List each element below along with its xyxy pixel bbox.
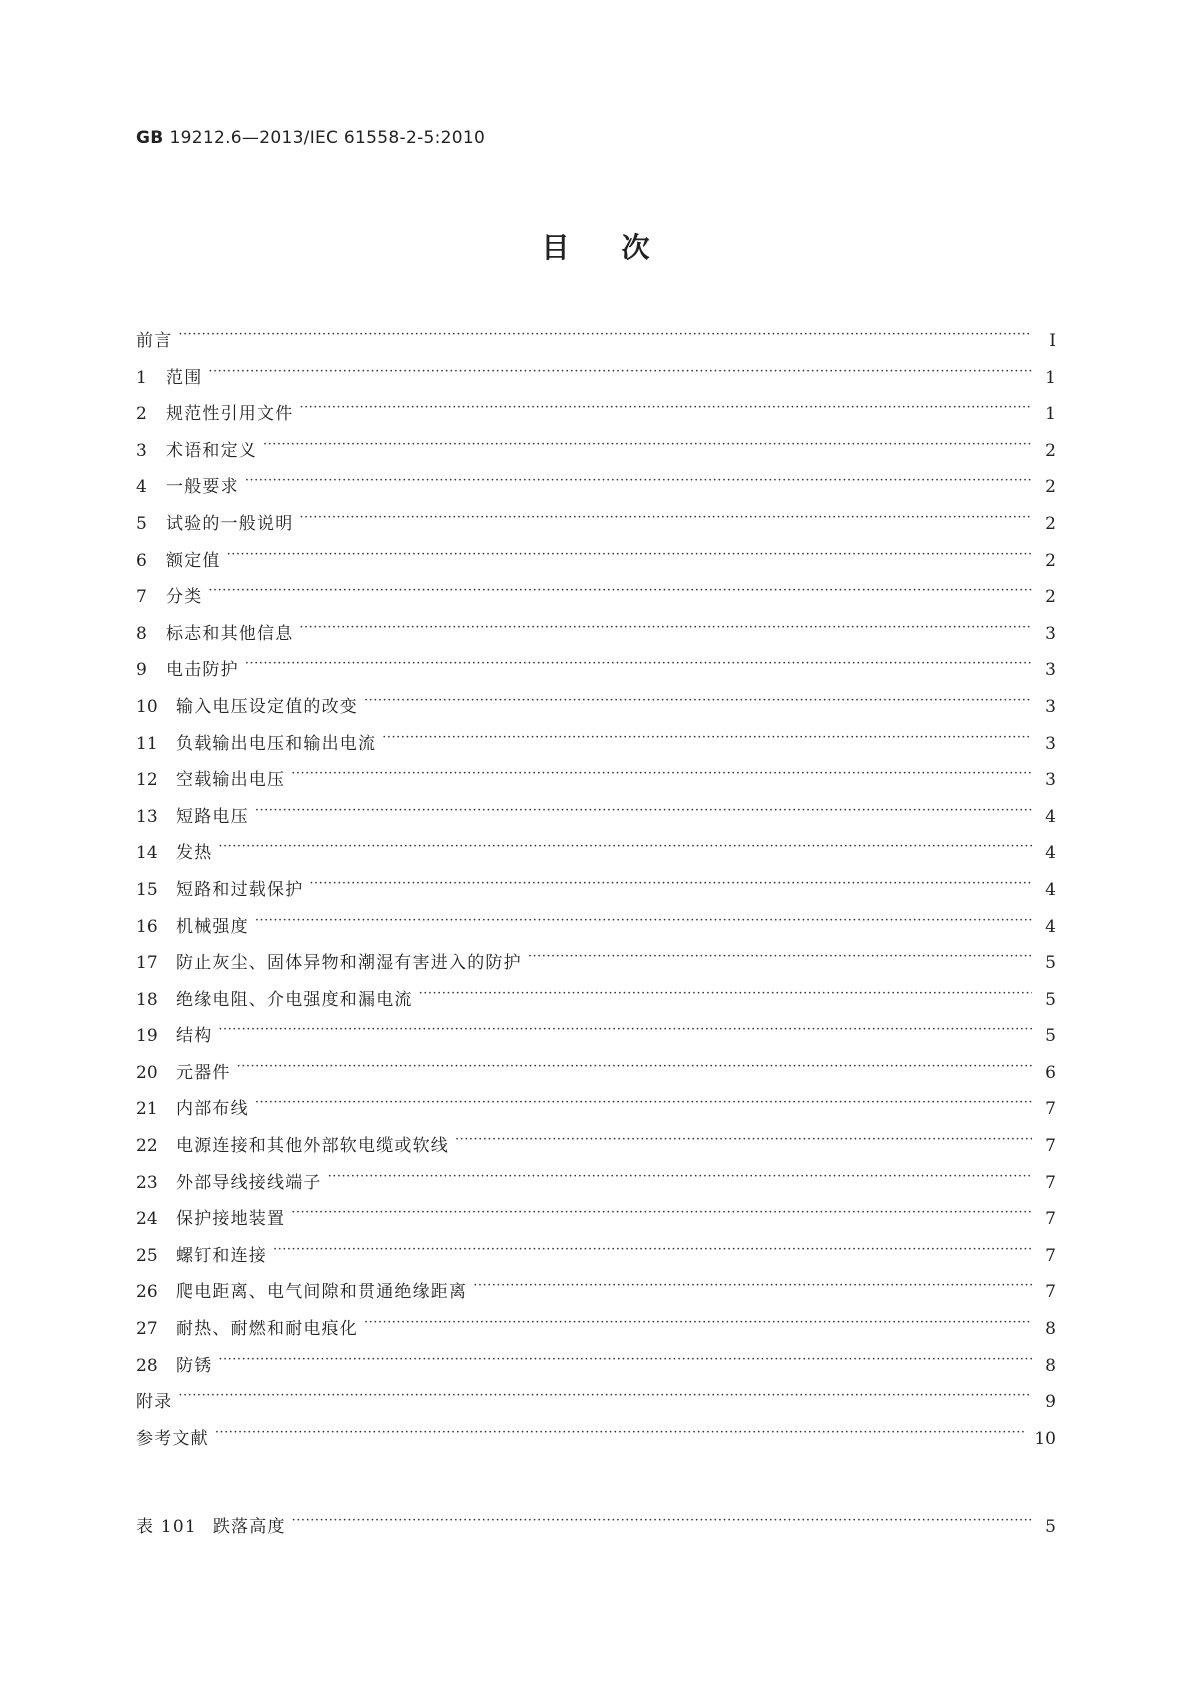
toc-entry-label: 一般要求 (166, 477, 239, 498)
toc-entry-label: 爬电距离、电气间隙和贯通绝缘距离 (176, 1282, 468, 1303)
toc-entry-label: 内部布线 (176, 1099, 249, 1120)
toc-entry[interactable] (136, 1168, 1056, 1205)
toc-entry[interactable] (136, 692, 1056, 729)
toc-entry[interactable] (136, 1204, 1056, 1241)
toc-entry-page: 3 (1045, 623, 1056, 644)
toc-entry-page: 5 (1045, 989, 1056, 1010)
toc-entry-label: 元器件 (176, 1062, 231, 1083)
toc-dot-leader (218, 841, 1032, 858)
toc-entry-page: 4 (1045, 879, 1056, 900)
toc-entry-page: 7 (1045, 1245, 1056, 1266)
toc-entry-page: 8 (1045, 1355, 1056, 1376)
toc-entry-label: 电击防护 (166, 660, 239, 681)
toc-entry[interactable] (136, 509, 1056, 546)
toc-dot-leader (178, 329, 1032, 346)
table-entry-page: 5 (1045, 1517, 1056, 1537)
toc-entry-page: 7 (1045, 1136, 1056, 1157)
page-title (0, 226, 1191, 266)
toc-entry-label: 短路电压 (176, 806, 249, 827)
toc-entry-label: 分类 (166, 587, 203, 608)
toc-dot-leader (364, 695, 1032, 712)
toc-entry-number: 16 (136, 916, 158, 937)
toc-dot-leader (291, 768, 1032, 785)
title-part-2: 次 (621, 231, 650, 264)
toc-dot-leader (215, 1427, 1024, 1444)
toc-entry[interactable] (136, 363, 1056, 400)
toc-entry-number: 11 (136, 733, 158, 754)
toc-entry-page: 3 (1045, 660, 1056, 681)
toc-entry-number: 2 (136, 404, 147, 425)
toc-entry-page: 6 (1045, 1062, 1056, 1083)
toc-dot-leader (255, 1097, 1032, 1114)
toc-dot-leader (328, 1171, 1032, 1188)
toc-entry-label: 电源连接和其他外部软电缆或软线 (176, 1136, 449, 1157)
table-entry[interactable] (136, 1512, 1056, 1549)
table-entry-number: 表 101 (136, 1517, 197, 1537)
toc-entry[interactable] (136, 1351, 1056, 1388)
toc-entry-page: 4 (1045, 843, 1056, 864)
toc-entry-label: 附录 (136, 1392, 173, 1413)
toc-dot-leader (299, 402, 1032, 419)
toc-dot-leader (273, 1244, 1032, 1261)
toc-entry-page: 9 (1045, 1392, 1056, 1413)
toc-entry-label: 试验的一般说明 (166, 513, 294, 534)
toc-entry-label: 结构 (176, 1026, 213, 1047)
toc-entry-number: 19 (136, 1026, 158, 1047)
toc-entry-page: 2 (1045, 550, 1056, 571)
toc-entry-page: 1 (1045, 367, 1056, 388)
toc-entry-number: 13 (136, 806, 158, 827)
toc-entry[interactable] (136, 729, 1056, 766)
toc-dot-leader (263, 439, 1032, 456)
toc-entry-label: 额定值 (166, 550, 221, 571)
toc-entry[interactable] (136, 1277, 1056, 1314)
toc-entry-label: 规范性引用文件 (166, 404, 294, 425)
toc-entry-number: 25 (136, 1245, 158, 1266)
toc-dot-leader (208, 366, 1032, 383)
toc-entry-number: 7 (136, 587, 147, 608)
toc-entry-page: 4 (1045, 916, 1056, 937)
toc-dot-leader (208, 585, 1032, 602)
toc-dot-leader (382, 732, 1032, 749)
toc-entry[interactable] (136, 326, 1056, 363)
toc-entry-label: 标志和其他信息 (166, 623, 294, 644)
toc-dot-leader (245, 475, 1032, 492)
toc-entry-number: 20 (136, 1062, 158, 1083)
toc-entry-number: 3 (136, 440, 147, 461)
toc-entry[interactable] (136, 1021, 1056, 1058)
toc-entry-page: 7 (1045, 1099, 1056, 1120)
toc-entry[interactable] (136, 1241, 1056, 1278)
toc-entry-label: 范围 (166, 367, 203, 388)
standard-prefix: GB (136, 128, 164, 148)
title-part-1: 目 (541, 231, 570, 264)
toc-entry-number: 15 (136, 879, 158, 900)
toc-entry[interactable] (136, 436, 1056, 473)
toc-dot-leader (473, 1280, 1032, 1297)
toc-entry-number: 8 (136, 623, 147, 644)
toc-entry-number: 23 (136, 1172, 158, 1193)
toc-entry-label: 螺钉和连接 (176, 1245, 267, 1266)
toc-dot-leader (299, 622, 1032, 639)
toc-entry-number: 26 (136, 1282, 158, 1303)
toc-entry[interactable] (136, 765, 1056, 802)
toc-entry-page: 7 (1045, 1172, 1056, 1193)
toc-entry-number: 18 (136, 989, 158, 1010)
toc-entry-number: 21 (136, 1099, 158, 1120)
toc-entry-number: 6 (136, 550, 147, 571)
toc-entry-label: 防锈 (176, 1355, 213, 1376)
toc-entry[interactable] (136, 1314, 1056, 1351)
toc-dot-leader (455, 1134, 1032, 1151)
toc-dot-leader (255, 805, 1032, 822)
toc-entry-number: 1 (136, 367, 147, 388)
toc-dot-leader (255, 915, 1032, 932)
toc-entry-page: 7 (1045, 1209, 1056, 1230)
toc-entry-label: 术语和定义 (166, 440, 257, 461)
toc-entry-label: 参考文献 (136, 1428, 209, 1449)
toc-dot-leader (364, 1317, 1032, 1334)
toc-entry-page: Ⅰ (1049, 331, 1056, 351)
toc-entry-number: 22 (136, 1136, 158, 1157)
toc-entry-number: 10 (136, 696, 158, 717)
toc-entry-page: 2 (1045, 440, 1056, 461)
toc-dot-leader (178, 1390, 1032, 1407)
toc-dot-leader (299, 512, 1032, 529)
toc-entry-page: 3 (1045, 733, 1056, 754)
toc-entry-page: 4 (1045, 806, 1056, 827)
toc-dot-leader (237, 1061, 1032, 1078)
toc-entry-label: 保护接地装置 (176, 1209, 286, 1230)
toc-entry-page: 10 (1034, 1428, 1056, 1449)
toc-entry-number: 9 (136, 660, 147, 681)
toc-dot-leader (218, 1024, 1032, 1041)
toc-entry[interactable] (136, 802, 1056, 839)
toc-entry-label: 防止灰尘、固体异物和潮湿有害进入的防护 (176, 953, 522, 974)
toc-entry-label: 空载输出电压 (176, 770, 286, 791)
toc-dot-leader (227, 549, 1032, 566)
toc-entry-label: 外部导线接线端子 (176, 1172, 322, 1193)
toc-entry-number: 14 (136, 843, 158, 864)
toc-dot-leader (218, 1354, 1032, 1371)
toc-entry[interactable] (136, 838, 1056, 875)
toc-entry-label: 耐热、耐燃和耐电痕化 (176, 1319, 358, 1340)
toc-entry-page: 5 (1045, 1026, 1056, 1047)
toc-entry[interactable] (136, 546, 1056, 583)
toc-entry-label: 机械强度 (176, 916, 249, 937)
toc-entry[interactable] (136, 1424, 1056, 1461)
toc-entry-label: 发热 (176, 843, 213, 864)
toc-entry-label: 短路和过载保护 (176, 879, 304, 900)
toc-dot-leader (309, 878, 1032, 895)
toc-entry-number: 4 (136, 477, 147, 498)
toc-entry[interactable] (136, 1387, 1056, 1424)
toc-entry-page: 5 (1045, 953, 1056, 974)
toc-entry-page: 3 (1045, 696, 1056, 717)
table-of-contents (136, 326, 1056, 1460)
toc-entry-number: 24 (136, 1209, 158, 1230)
toc-entry[interactable] (136, 619, 1056, 656)
toc-entry[interactable] (136, 912, 1056, 949)
toc-entry-number: 17 (136, 953, 158, 974)
toc-entry-page: 7 (1045, 1282, 1056, 1303)
table-entry-title: 跌落高度 (212, 1517, 286, 1537)
toc-entry[interactable] (136, 582, 1056, 619)
toc-entry-page: 2 (1045, 587, 1056, 608)
toc-entry-number: 5 (136, 513, 147, 534)
document-header (136, 128, 485, 148)
toc-entry-page: 2 (1045, 477, 1056, 498)
toc-entry[interactable] (136, 472, 1056, 509)
toc-dot-leader (291, 1207, 1032, 1224)
toc-entry-page: 1 (1045, 404, 1056, 425)
toc-entry[interactable] (136, 948, 1056, 985)
toc-entry[interactable] (136, 985, 1056, 1022)
toc-entry-page: 3 (1045, 770, 1056, 791)
toc-entry-number: 27 (136, 1319, 158, 1340)
list-of-tables (136, 1512, 1056, 1549)
toc-entry-label: 负载输出电压和输出电流 (176, 733, 377, 754)
toc-entry-number: 12 (136, 770, 158, 791)
toc-entry-page: 2 (1045, 513, 1056, 534)
toc-entry[interactable] (136, 1094, 1056, 1131)
toc-dot-leader (528, 951, 1032, 968)
toc-entry[interactable] (136, 655, 1056, 692)
toc-entry-page: 8 (1045, 1319, 1056, 1340)
toc-entry-label: 输入电压设定值的改变 (176, 696, 358, 717)
toc-entry-label: 前言 (136, 331, 173, 351)
toc-dot-leader (245, 658, 1032, 675)
toc-entry[interactable] (136, 875, 1056, 912)
standard-code: 19212.6—2013/IEC 61558-2-5:2010 (169, 128, 486, 148)
toc-entry-label: 绝缘电阻、介电强度和漏电流 (176, 989, 413, 1010)
toc-dot-leader (292, 1515, 1032, 1532)
toc-entry-number: 28 (136, 1355, 158, 1376)
toc-dot-leader (419, 988, 1032, 1005)
toc-entry[interactable] (136, 1131, 1056, 1168)
toc-entry[interactable] (136, 1058, 1056, 1095)
toc-entry[interactable] (136, 399, 1056, 436)
